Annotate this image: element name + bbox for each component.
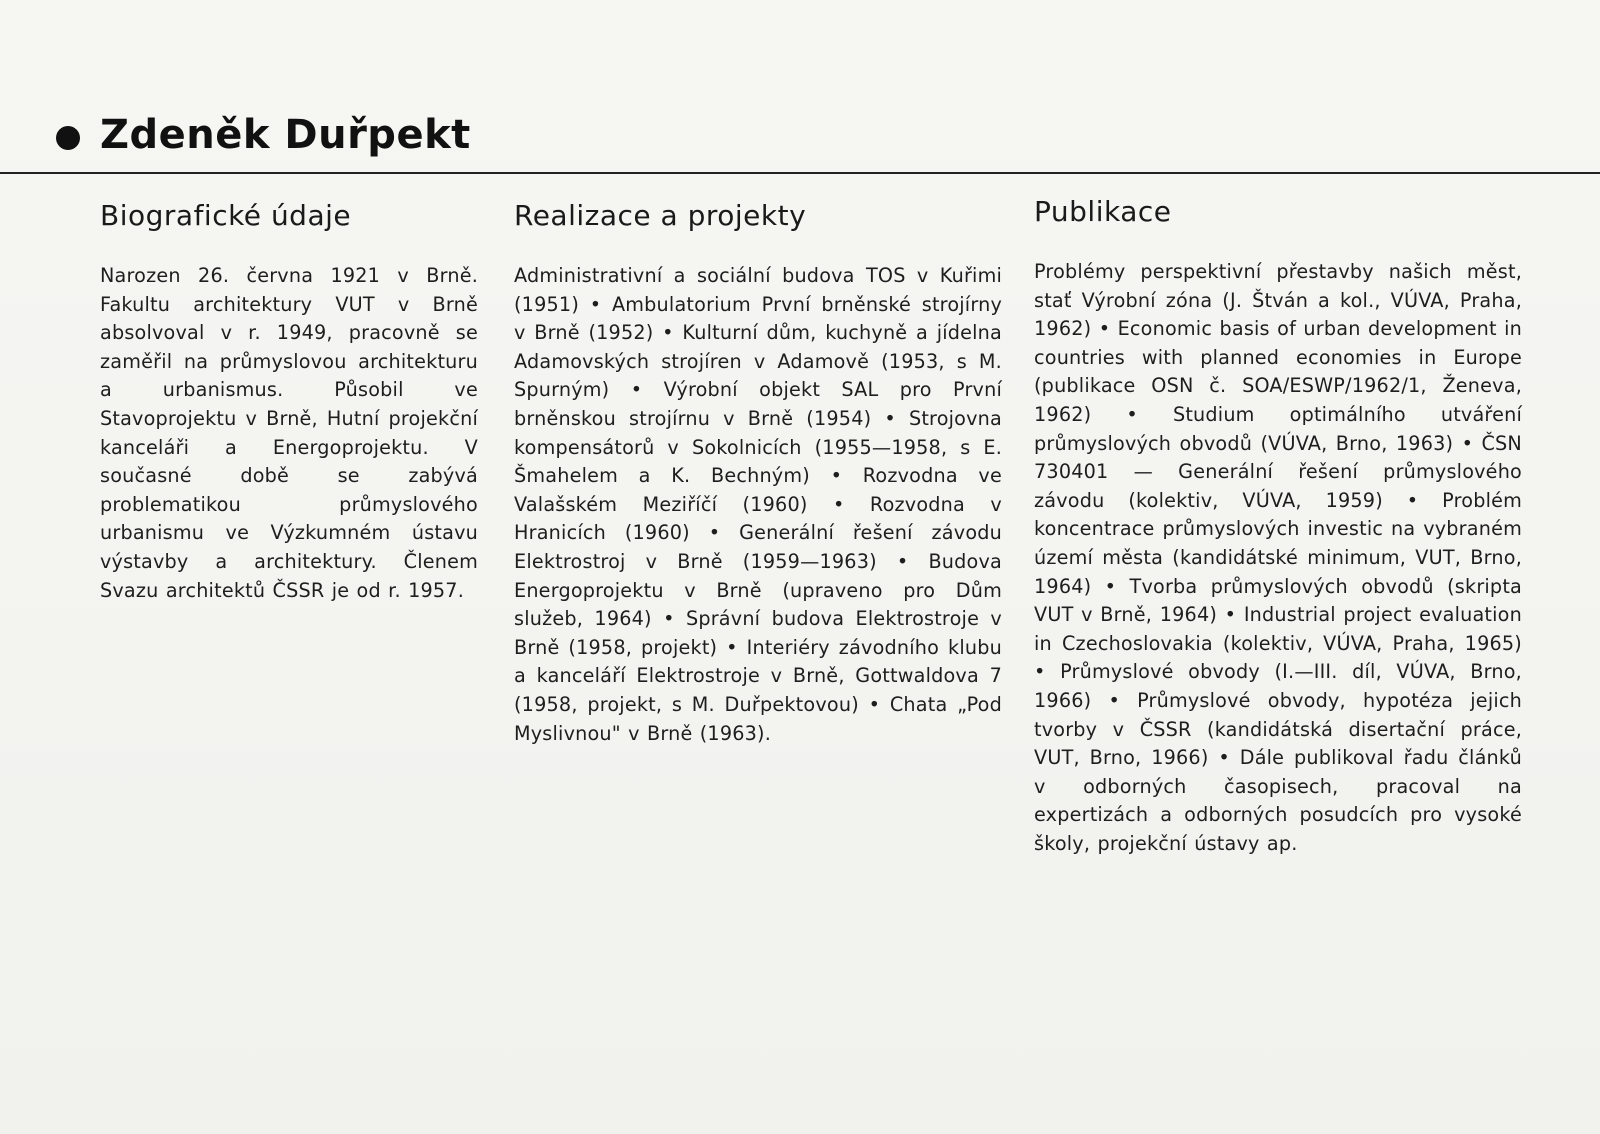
publications-text: Problémy perspektivní přestavby našich měst, stať Výrobní zóna (J. Štván a kol., VÚVA, Praha, 1962) • Economic basis of urban development in countries with planned economies in Europe (publikace OSN č. SOA/ESWP/1962/1, Ženeva, 1962) • Studium optimálního utváření průmyslových obvodů (VÚVA, Brno, 1963) • ČSN 730401 — Generální řešení průmyslového závodu (kolektiv, VÚVA, 1959) • Problém koncentrace průmyslových investic na vybraném území města (kandidátské minimum, VUT, Brno, 1964) • Tvorba průmyslových obvodů (skripta VUT v Brně, 1964) • Industrial project evaluation in Czechoslovakia (kolektiv, VÚVA, Praha, 1965) • Průmyslové obvody (I.—III. díl, VÚVA, Brno, 1966) • Průmyslové obvody, hypotéza jejich tvorby v ČSSR (kandidátská disertační práce, VUT, Brno, 1966) • Dále publikoval řadu článků v odborných časopisech, pracoval na expertizách a odborných posudcích pro vysoké školy, projekční ústavy ap. — [1034, 260, 1522, 855]
projects-text: Administrativní a sociální budova TOS v Kuřimi (1951) • Ambulatorium První brněnské strojírny v Brně (1952) • Kulturní dům, kuchyně a jídelna Adamovských strojíren v Adamově (1953, s M. Spurným) • Výrobní objekt SAL pro První brněnskou strojírnu v Brně (1954) • Strojovna kompensátorů v Sokolnicích (1955—1958, s E. Šmahelem a K. Bechným) • Rozvodna ve Valašském Meziříčí (1960) • Rozvodna v Hranicích (1960) • Generální řešení závodu Elektrostroj v Brně (1959—1963) • Budova Energoprojektu v Brně (upraveno pro Dům služeb, 1964) • Správní budova Elektrostroje v Brně (1958, projekt) • Interiéry závodního klubu a kanceláří Elektrostroje v Brně, Gottwaldova 7 (1958, projekt, s M. Duřpektovou) • Chata „Pod Myslivnou" v Brně (1963). — [514, 264, 1002, 745]
bullet-icon — [56, 126, 80, 150]
biography-text: Narozen 26. června 1921 v Brně. Fakultu architektury VUT v Brně absolvoval v r. 1949, pracovně se zaměřil na průmyslovou architekturu a urbanismus. Působil ve Stavoprojektu v Brně, Hutní projekční kanceláři a Energoprojektu. V současné době se zabývá problematikou průmyslového urbanismu ve Výzkumném ústavu výstavby a architektury. Členem Svazu architektů ČSSR je od r. 1957. — [100, 264, 478, 602]
projects-heading: Realizace a projekty — [514, 199, 807, 232]
page-title: Zdeněk Duřpekt — [100, 112, 471, 158]
biography-heading: Biografické údaje — [100, 199, 352, 232]
column-projects — [514, 196, 1002, 748]
publications-heading: Publikace — [1034, 195, 1172, 228]
title-divider — [0, 172, 1600, 174]
column-biography — [100, 196, 478, 605]
column-publications — [1034, 196, 1522, 858]
title-row — [56, 112, 471, 158]
